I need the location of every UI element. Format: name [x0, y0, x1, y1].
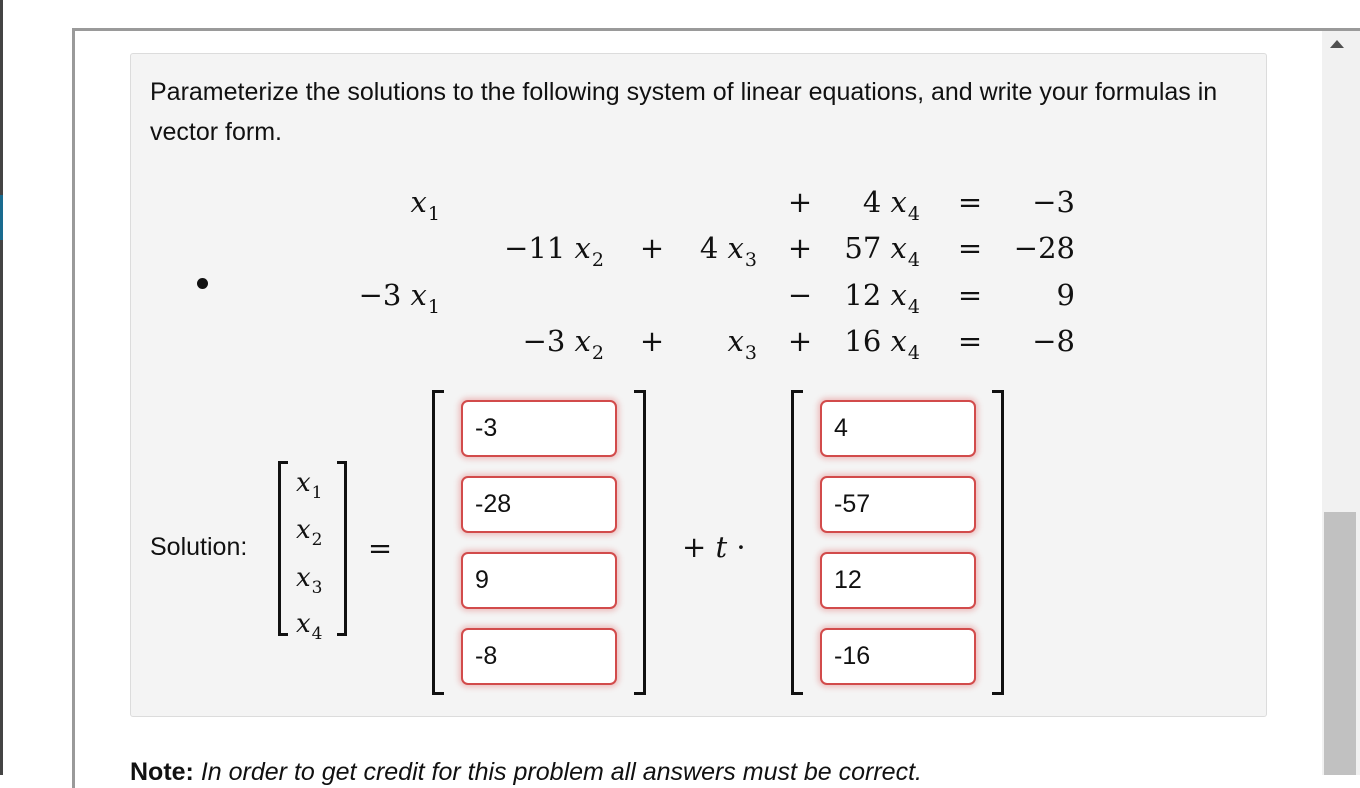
eq1-equals: = [957, 185, 983, 219]
eq4-op3: + [639, 324, 665, 358]
credit-note: Note: In order to get credit for this problem all answers must be correct. [130, 758, 922, 786]
dir-vector-right-bracket [992, 390, 1004, 695]
eq3-equals: = [957, 278, 983, 312]
var-x1: $x_1$ [296, 468, 323, 503]
eq1-op4: + [787, 185, 813, 219]
dir-vector-left-bracket [791, 390, 803, 695]
const-vector-right-bracket [634, 390, 646, 695]
const-answer-input-4[interactable]: -8 [461, 628, 617, 685]
plus-t-multiplier: + t · [682, 530, 746, 564]
eq4-x4-term: 16 $x_4$ [844, 324, 920, 364]
eq3-op4: − [787, 278, 813, 312]
var-vector-left-bracket [278, 461, 288, 636]
dir-answer-input-1[interactable]: 4 [820, 400, 976, 457]
eq4-x2-term: −3 $x_2$ [522, 324, 604, 364]
eq3-rhs: 9 [1056, 278, 1075, 312]
dir-answer-input-2[interactable]: -57 [820, 476, 976, 533]
eq2-x3-term: 4 $x_3$ [699, 231, 757, 271]
var-x2: $x_2$ [296, 515, 323, 550]
eq2-equals: = [957, 231, 983, 265]
dir-answer-input-3[interactable]: 12 [820, 552, 976, 609]
eq2-x2-term: −11 $x_2$ [504, 231, 604, 271]
eq1-x4-term: 4 $x_4$ [862, 185, 920, 225]
solution-label: Solution: [150, 533, 248, 561]
eq2-op4: + [787, 231, 813, 265]
window-edge [0, 0, 3, 775]
eq4-equals: = [957, 324, 983, 358]
eq4-x3-term: $x_3$ [727, 324, 757, 364]
eq3-x1-term: −3 $x_1$ [358, 278, 440, 318]
var-x4: $x_4$ [296, 609, 323, 644]
scroll-up-arrow-icon[interactable] [1330, 40, 1344, 48]
const-vector-left-bracket [432, 390, 444, 695]
problem-prompt: Parameterize the solutions to the following system of linear equations, and write your formulas in vector form. [150, 78, 1218, 146]
const-answer-input-2[interactable]: -28 [461, 476, 617, 533]
eq1-rhs: −3 [1032, 185, 1075, 219]
eq1-x1-term: $x_1$ [410, 185, 440, 225]
eq2-op3: + [639, 231, 665, 265]
eq3-x4-term: 12 $x_4$ [844, 278, 920, 318]
solution-equals: = [367, 531, 393, 565]
bullet-icon [197, 278, 208, 289]
const-answer-input-1[interactable]: -3 [461, 400, 617, 457]
scroll-thumb[interactable] [1324, 512, 1356, 775]
eq4-rhs: −8 [1032, 324, 1075, 358]
var-vector-right-bracket [337, 461, 347, 636]
var-x3: $x_3$ [296, 563, 323, 598]
const-answer-input-3[interactable]: 9 [461, 552, 617, 609]
eq4-op4: + [787, 324, 813, 358]
eq2-x4-term: 57 $x_4$ [844, 231, 920, 271]
dir-answer-input-4[interactable]: -16 [820, 628, 976, 685]
eq2-rhs: −28 [1013, 231, 1075, 265]
window-edge-accent [0, 195, 3, 240]
